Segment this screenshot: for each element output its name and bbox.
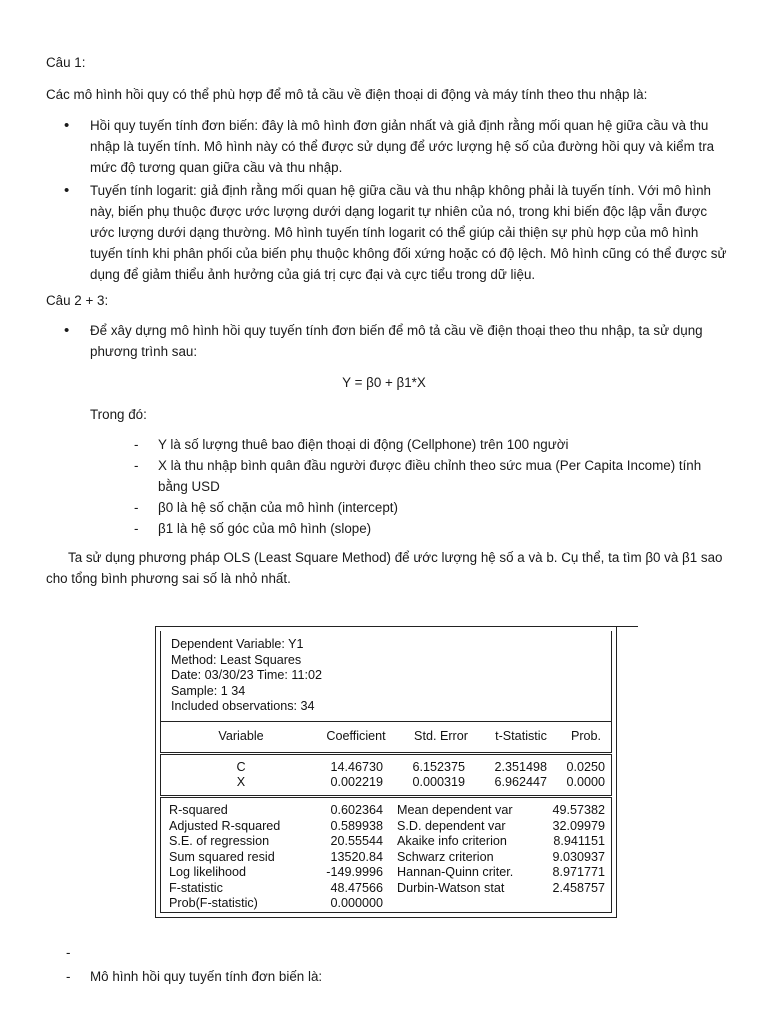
stat-label: Prob(F-statistic) — [169, 896, 258, 910]
stat-value: 48.47566 — [330, 880, 383, 895]
stat-label: Durbin-Watson stat — [397, 880, 505, 895]
stat-label: Sum squared resid — [169, 849, 275, 864]
row-x-std-error: 0.000319 — [412, 775, 465, 789]
regression-header-section — [160, 631, 612, 722]
stat-label: Adjusted R-squared — [169, 818, 281, 833]
stat-label: Hannan-Quinn criter. — [397, 865, 514, 879]
ols-method-paragraph: Ta sử dụng phương pháp OLS (Least Square Method) để ước lượng hệ số a và b. Cụ thể, ta tìm β0 và β1 sao cho tổng bình phương sai số là nhỏ nhất. — [46, 550, 723, 586]
row-c-variable: C — [236, 760, 246, 774]
row-x-prob: 0.0000 — [566, 775, 605, 789]
stat-label: Mean dependent var — [397, 803, 513, 817]
stat-value: 0.602364 — [330, 803, 383, 817]
coefficient-rows — [160, 754, 612, 796]
bottom-dash-list — [66, 942, 666, 987]
stat-value: 0.000000 — [330, 896, 383, 910]
question-2-3-bullet-list — [62, 320, 730, 362]
bullet-item-log-linear: • Tuyến tính logarit: giả định rằng mối quan hệ giữa cầu và thu nhập không phải là tuyến tính. Với mô hình này, biến phụ thuộc được ước lượng dưới dạng logarit tự nhiên của nó, trong khi biến độc lập vẫn được ước lượng dưới dạng thường. Mô hình tuyến tính logarit có thể giúp cải thiện sự phù hợp của mô hình tuyến tính khi phân phối của biến phụ thuộc không đối xứng hoặc có độ lệch. Mô hình cũng có thể được sử dụng để giảm thiểu ảnh hưởng của giá trị cực đại và cực tiểu trong dữ liệu. — [62, 180, 730, 285]
stat-label: S.E. of regression — [169, 834, 270, 848]
bullet-item-linear: • Hồi quy tuyến tính đơn biến: đây là mô hình đơn giản nhất và giả định rằng mối quan hệ giữa cầu và thu nhập là tuyến tính. Mô hình này có thể được sử dụng để ước lượng hệ số của đường hồi quy và kiểm tra mức độ tương quan giữa cầu và thu nhập. — [62, 115, 730, 178]
row-x-coefficient: 0.002219 — [330, 775, 383, 789]
dash-item-empty — [66, 942, 666, 966]
stat-value: 13520.84 — [330, 849, 383, 864]
regression-formula: Y = β0 + β1*X — [342, 375, 426, 390]
row-c-prob: 0.0250 — [566, 760, 605, 774]
row-c-coefficient: 14.46730 — [330, 760, 383, 774]
question-2-3-label: Câu 2 + 3: — [46, 293, 109, 308]
col-header-prob: Prob. — [570, 729, 602, 743]
header-date-time: Date: 03/30/23 Time: 11:02 — [171, 668, 322, 682]
stat-label: F-statistic — [169, 880, 223, 895]
header-method: Method: Least Squares — [171, 652, 302, 667]
col-header-std-error: Std. Error — [414, 729, 468, 743]
statistics-section — [160, 797, 612, 913]
definition-item-y: - Y là số lượng thuê bao điện thoại di động (Cellphone) trên 100 người — [134, 434, 734, 455]
col-header-variable: Variable — [218, 729, 264, 743]
stat-label: Akaike info criterion — [397, 834, 507, 848]
question-1-label: Câu 1: — [46, 55, 86, 70]
row-x-variable: X — [236, 775, 246, 789]
question-1-bullet-list — [62, 115, 730, 285]
question-1-intro: Các mô hình hồi quy có thể phù hợp để mô tả cầu về điện thoại di động và máy tính theo thu nhập là: — [46, 87, 648, 102]
stat-value: 0.589938 — [330, 818, 383, 833]
stat-value: 49.57382 — [552, 803, 605, 817]
regression-output-table — [155, 626, 617, 918]
definition-item-x: - X là thu nhập bình quân đầu người được điều chỉnh theo sức mua (Per Capita Income) tính bằng USD — [134, 455, 734, 497]
where-label: Trong đó: — [90, 407, 147, 422]
stat-value: 8.941151 — [553, 834, 605, 848]
stat-value: -149.9996 — [326, 865, 383, 879]
row-c-t-statistic: 2.351498 — [494, 760, 547, 774]
stat-label: R-squared — [169, 803, 228, 817]
header-sample: Sample: 1 34 — [171, 683, 246, 698]
stat-label: Log likelihood — [169, 865, 247, 879]
bullet-item-model-intro: • Để xây dựng mô hình hồi quy tuyến tính đơn biến để mô tả cầu về điện thoại theo thu nhập, ta sử dụng phương trình sau: — [62, 320, 730, 362]
header-dependent-variable: Dependent Variable: Y1 — [171, 637, 304, 651]
dash-item-model-statement: - Mô hình hồi quy tuyến tính đơn biến là: — [66, 966, 666, 987]
col-header-t-statistic: t-Statistic — [495, 729, 547, 743]
row-x-t-statistic: 6.962447 — [494, 775, 547, 789]
stat-value: 8.971771 — [552, 865, 605, 879]
stat-value: 9.030937 — [552, 849, 605, 864]
stat-label: S.D. dependent var — [397, 818, 506, 833]
variable-definition-list — [134, 434, 734, 539]
column-header-row — [160, 721, 612, 753]
stat-value: 32.09979 — [552, 818, 605, 833]
row-c-std-error: 6.152375 — [412, 760, 465, 774]
col-header-coefficient: Coefficient — [326, 729, 386, 743]
stat-value: 2.458757 — [552, 880, 605, 895]
stat-value: 20.55544 — [330, 834, 383, 848]
definition-item-beta0: - β0 là hệ số chặn của mô hình (intercept) — [134, 497, 734, 518]
header-observations: Included observations: 34 — [171, 699, 315, 713]
stat-label: Schwarz criterion — [397, 849, 494, 864]
definition-item-beta1: - β1 là hệ số góc của mô hình (slope) — [134, 518, 734, 539]
